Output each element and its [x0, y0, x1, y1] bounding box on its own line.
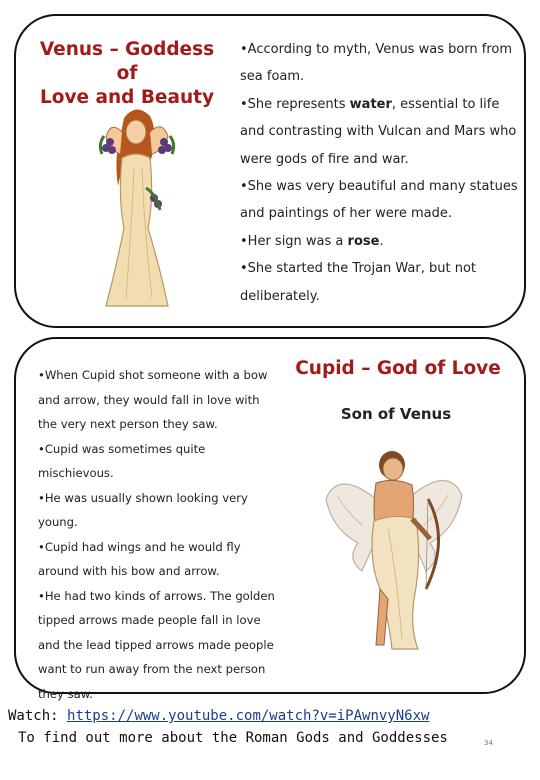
watch-label: Watch: — [8, 708, 59, 724]
cupid-facts — [38, 363, 282, 706]
venus-fact: •According to myth, Venus was born from sea foam. — [240, 42, 513, 85]
cupid-fact: •When Cupid shot someone with a bow and arrow, they would fall in love with the very next person they saw. — [38, 368, 268, 431]
venus-title-line1: Venus – Goddess of — [39, 39, 215, 84]
cupid-fact: •Cupid was sometimes quite mischievous. — [38, 441, 206, 480]
cupid-illustration — [318, 439, 468, 654]
venus-fact: •She represents water, essential to life and contrasting with Vulcan and Mars who were gods of fire and war. — [240, 96, 517, 167]
venus-facts — [240, 36, 520, 310]
cupid-title: Cupid – God of Love — [295, 358, 501, 379]
venus-illustration — [76, 98, 196, 314]
cupid-card — [14, 337, 526, 701]
venus-title-line2: Love and Beauty — [39, 87, 215, 108]
page-number: 34 — [484, 739, 493, 747]
cupid-fact: •He had two kinds of arrows. The golden tipped arrows made people fall in love and the lead tipped arrows made people want to run away from the next person they saw. — [38, 588, 275, 701]
cupid-subtitle: Son of Venus — [340, 405, 452, 423]
venus-card — [14, 14, 526, 328]
cupid-fact: •He was usually shown looking very young. — [38, 490, 248, 529]
venus-fact: •She started the Trojan War, but not deliberately. — [240, 261, 477, 304]
venus-fact: •Her sign was a rose. — [240, 233, 384, 249]
cupid-fact: •Cupid had wings and he would fly around with his bow and arrow. — [38, 539, 241, 578]
venus-fact: •She was very beautiful and many statues and paintings of her were made. — [240, 179, 518, 222]
video-link[interactable]: https://www.youtube.com/watch?v=iPAwnvyN6xw — [67, 708, 430, 724]
more-info-text: To find out more about the Roman Gods and Goddesses — [18, 730, 448, 746]
watch-line — [8, 708, 429, 724]
